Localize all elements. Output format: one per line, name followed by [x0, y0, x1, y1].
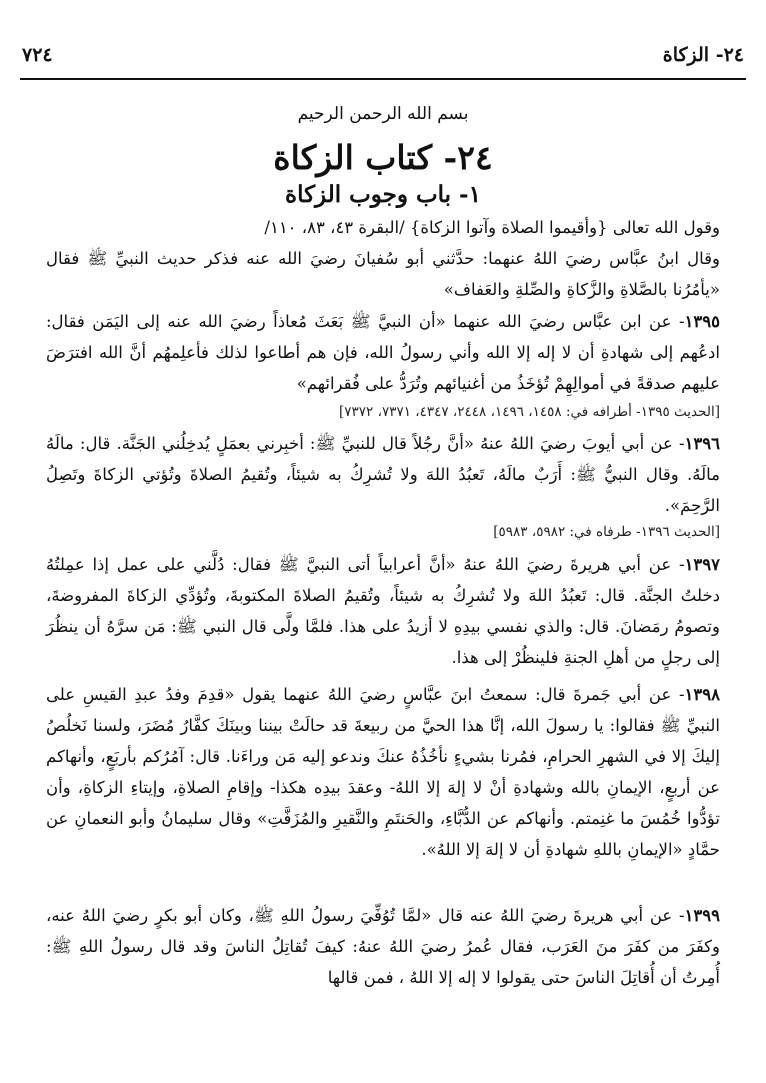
hadith-number: ١٣٩٨ — [684, 685, 720, 704]
hadith-number: ١٣٩٩ — [684, 906, 720, 925]
hadith-number: ١٣٩٦ — [684, 434, 720, 453]
intro-report: وقال ابنُ عبَّاس رضيَ اللهُ عنهما: حدَّثني أبو سُفيانَ رضيَ الله عنه فذكر حديث النبيِّ ﷺ فقال «يأمُرُنا بالصَّلاةِ والزَّكاةِ والصِّلةِ والعَفاف» — [46, 249, 720, 299]
page-number: ٧٢٤ — [22, 44, 53, 66]
hadith-reference: [الحديث ١٣٩٦- طرفاه في: ٥٩٨٢، ٥٩٨٣] — [493, 524, 720, 540]
chapter-title: ١- باب وجوب الزكاة — [285, 181, 481, 208]
basmala: بسم الله الرحمن الرحيم — [297, 104, 469, 124]
hadith-text: - عن أبي جَمرةَ قال: سمعتُ ابنَ عبَّاسٍ رضيَ اللهُ عنهما يقول «قدِمَ وفدُ عبدِ القيسِ على النبيِّ ﷺ فقالوا: يا رسولَ الله، إنَّا هذا الحيَّ من ربيعةَ قد حالَتْ بيننا وبينَكَ كفَّارُ مُضَرَ، ولسنا نَخلُصُ إليكَ إلا في الشهرِ الحرامِ، فمُرنا بشيءٍ نأخُذُهُ عنكَ وندعو إليه مَن وراءَنا. قال: آمُرُكم بأربَعٍ، وأنهاكم عن أربعٍ، الإيمانِ بالله وشهادةِ أنْ لا إلهَ إلا اللهُ- وعقدَ بيدِه هكذا- وإقامِ الصلاةِ، وإيتاءِ الزكاةِ، وأن تؤدُّوا خُمُسَ ما غنِمتم. وأنهاكم عن الدُّبَّاءِ، والحَنتَمِ والنَّقيرِ والمُزَفَّتِ» وقال سليمانُ وأبو النعمانِ عن حمَّادٍ «الإيمانِ باللهِ شهادةِ أن لا إلهَ إلا اللهُ». — [46, 685, 720, 859]
hadith-text: - عن ابن عبَّاس رضيَ الله عنهما «أن النبيَّ ﷺ بَعَثَ مُعاذاً رضيَ الله عنه إلى اليَمَن فقال: ادعُهم إلى شهادةِ أن لا إله إلا الله وأني رسولُ الله، فإن هم أطاعوا لذلك فأعلِمهُم أنَّ الله افترَضَ عليهم صدقةً في أموالِهِمْ تُؤخَذُ من أغنيائهم وتُرَدُّ على فُقرائهم» — [46, 312, 720, 393]
hadith-text: - عن أبي هريرةَ رضيَ اللهُ عنه قال «لمَّا تُوُفِّيَ رسولُ اللهِ ﷺ، وكان أبو بكرٍ رضيَ اللهُ عنه، وكفَرَ من كفَرَ منَ العَرَب، فقال عُمرُ رضيَ اللهُ عنهُ: كيفَ تُقاتِلُ الناسَ وقد قال رسولُ اللهِ ﷺ: أُمِرتُ أن أُقاتِلَ الناسَ حتى يقولوا لا إله إلا اللهُ ، فمن قالها — [46, 906, 720, 987]
running-title: ٢٤- الزكاة — [662, 44, 744, 66]
hadith-text: - عن أبي أيوبَ رضيَ اللهُ عنهُ «أنَّ رجُلاً قال للنبيِّ ﷺ: أخبِرني بعمَلٍ يُدخِلُني الجَنَّة. قال: مالَهُ مالَهُ. وقال النبيُّ ﷺ: أَرَبٌ مالَهُ، تَعبُدُ اللهَ ولا تُشرِكُ به شيئاً، وتُقيمُ الصلاةَ وتُؤتي الزكاةَ وتَصِلُ الرَّحِمَ». — [46, 434, 720, 515]
header-rule — [20, 78, 746, 80]
hadith-reference: [الحديث ١٣٩٥- أطرافه في: ١٤٥٨، ١٤٩٦، ٢٤٤٨، ٤٣٤٧، ٧٣٧١، ٧٣٧٢] — [339, 404, 720, 420]
hadith-1398 — [46, 679, 720, 865]
hadith-text: - عن أبي هريرةَ رضيَ اللهُ عنهُ «أنَّ أعرابياً أتى النبيَّ ﷺ فقال: دُلَّني على عمل إذا عمِلتُهُ دخلتُ الجنَّة. قال: تَعبُدُ اللهَ ولا تُشرِكُ به شيئاً، وتُقيمُ الصلاةَ المكتوبةَ، وتُؤدِّي الزكاةَ المفروضةَ، وتصومُ رمَضانَ. قال: والذي نفسي بيدِهِ لا أزيدُ على هذا. فلمَّا ولَّى قال النبي ﷺ: مَن سرَّهُ أن ينظُرَ إلى رجلٍ من أهلِ الجنةِ فلينظُرْ إلى هذا. — [46, 555, 720, 667]
book-title: ٢٤- كتاب الزكاة — [273, 138, 493, 177]
hadith-number: ١٣٩٥ — [684, 312, 720, 331]
intro-verse: وقول الله تعالى {وأقيموا الصلاة وآتوا الزكاة} /البقرة ٤٣، ٨٣، ١١٠/ — [264, 218, 720, 237]
hadith-number: ١٣٩٧ — [684, 555, 720, 574]
hadith-1397 — [46, 549, 720, 673]
hadith-1395 — [46, 306, 720, 399]
hadith-1396 — [46, 428, 720, 521]
hadith-1399 — [46, 900, 720, 993]
